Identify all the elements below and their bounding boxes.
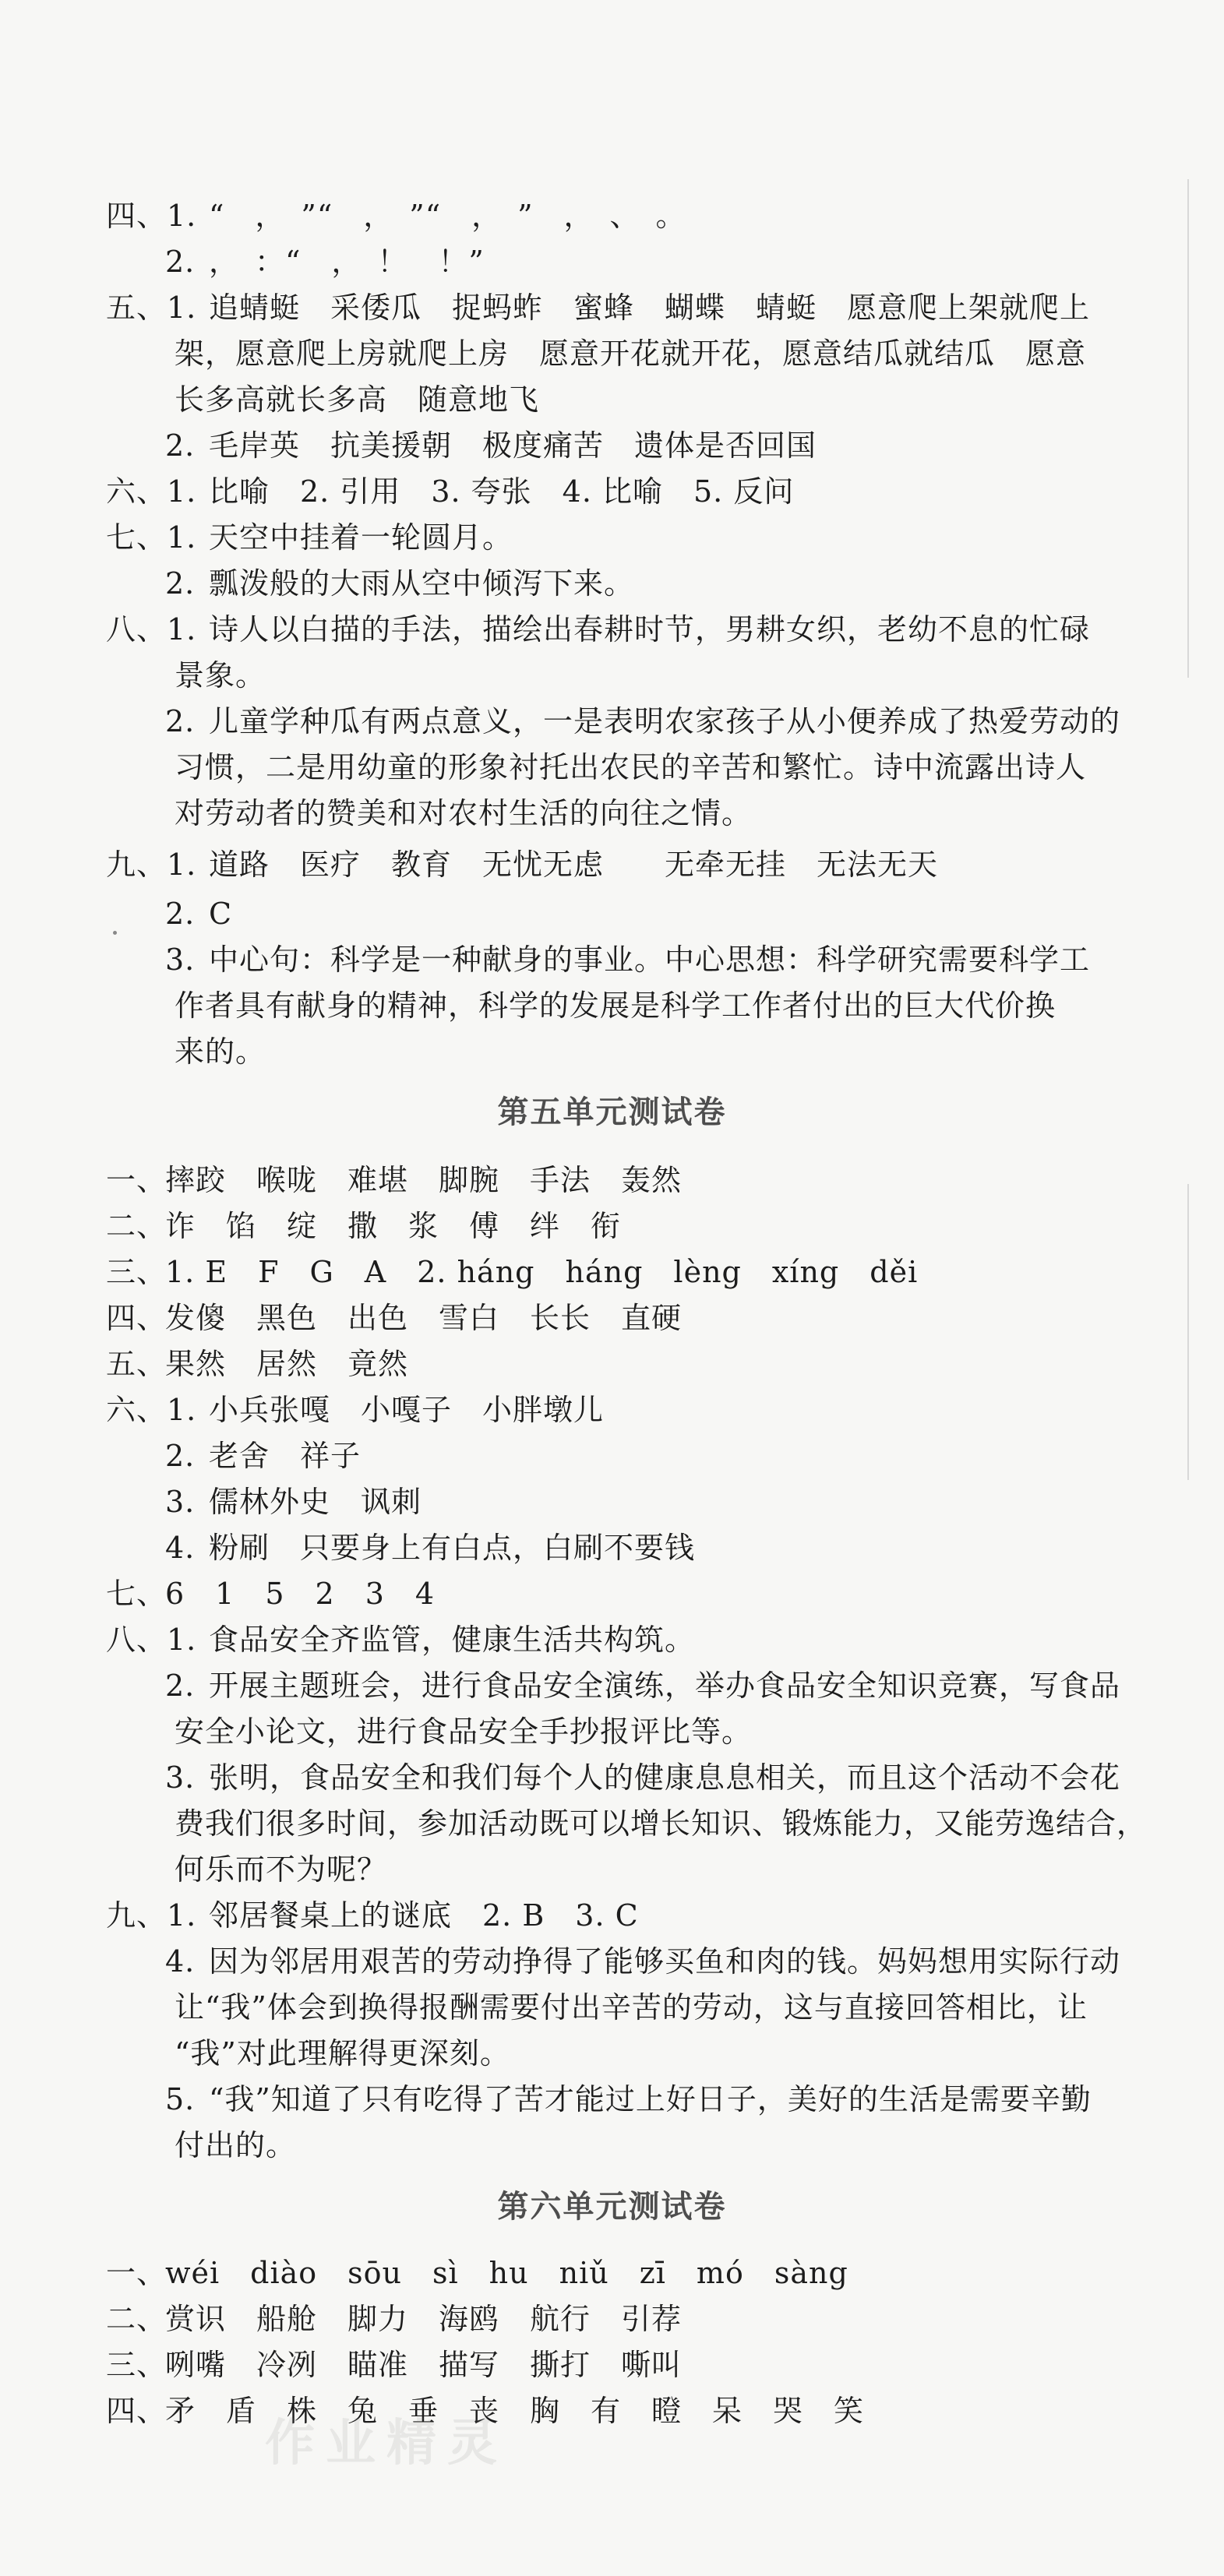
watermark: 作业精灵 (265, 2415, 508, 2472)
section-title: 第六单元测试卷 (497, 2189, 727, 2225)
margin-rule (1187, 1184, 1189, 1480)
section-title: 第五单元测试卷 (497, 1094, 727, 1130)
speck (113, 931, 117, 935)
answer-page: 四、1. “ ， ”“ ， ”“ ， ” ， 、 。 2. ， ：“ ， ！ ！” 五、1. 追蜻蜓 采倭瓜 捉蚂蚱 蜜蜂 蝴蝶 蜻蜓 愿意爬上架就爬上 架，愿意爬上房就爬上房 愿意开花就开花，愿意结瓜就结瓜 愿意 长多高就长多高 随意地飞 2. 毛岸英 抗美援朝 极度痛苦 遗体是否回国 六、1. 比喻 2. 引用 3. 夸张 4. 比喻 5. 反问 七、1. 天空中挂着一轮圆月。 2. 瓢泼般的大雨从空中倾泻下来。 八、1. 诗人以白描的手法，描绘出春耕时节，男耕女织，老幼不息的忙碌 景象。 2. 儿童学种瓜有两点意义，一是表明农家孩子从小便养成了热爱劳动的 习惯，二是用幼童的形象衬托出农民的辛苦和繁忙。诗中流露出诗人 对劳动者的赞美和对农村生活的向往之情。 九、1. 道路 医疗 教育 无忧无虑 无牵无挂 无法无天 2. C 3. 中心句：科学是一种献身的事业。中心思想：科学研究需要科学工 作者具有献身的精神，科学的发展是科学工作者付出的巨大代价换 来的。 第五单元测试卷 一、 摔跤 喉咙 难堪 脚腕 手法 轰然 二、 诈 馅 绽 撒 浆 傅 绊 衔 三、 1. E F G A 2. háng háng lèng xíng děi 四、 发傻 黑色 出色 雪白 长长 直硬 五、 果然 居然 竟然 六、1. 小兵张嘎 小嘎子 小胖墩儿 2. 老舍 祥子 3. 儒林外史 讽刺 4. 粉刷 只要身上有白点，白刷不要钱 七、 6 1 5 2 3 4 八、1. 食品安全齐监管，健康生活共构筑。 2. 开展主题班会，进行食品安全演练，举办食品安全知识竞赛，写食品 安全小论文，进行食品安全手抄报评比等。 3. 张明，食品安全和我们每个人的健康息息相关，而且这个活动不会花 费我们很多时间，参加活动既可以增长知识、锻炼能力，又能劳逸结合， 何乐而不为呢？ 九、1. 邻居餐桌上的谜底 2. B 3. C 4. 因为邻居用艰苦的劳动挣得了能够买鱼和肉的钱。妈妈想用实际行动 让“我”体会到换得报酬需要付出辛苦的劳动，这与直接回答相比，让 “我”对此理解得更深刻。 5. “我”知道了只有吃得了苦才能过上好日子，美好的生活是需要辛勤 付出的。 第六单元测试卷 一、 wéi diào sōu sì hu niǔ zī mó sàng 二、 赏识 船舱 脚力 海鸥 航行 引荐 三、 咧嘴 冷冽 瞄准 描写 撕打 嘶叫 四、 矛 盾 株 兔 垂 丧 胸 有 瞪 呆 哭 笑 作业精灵 (0, 0, 1224, 2576)
margin-rule (1187, 179, 1189, 678)
